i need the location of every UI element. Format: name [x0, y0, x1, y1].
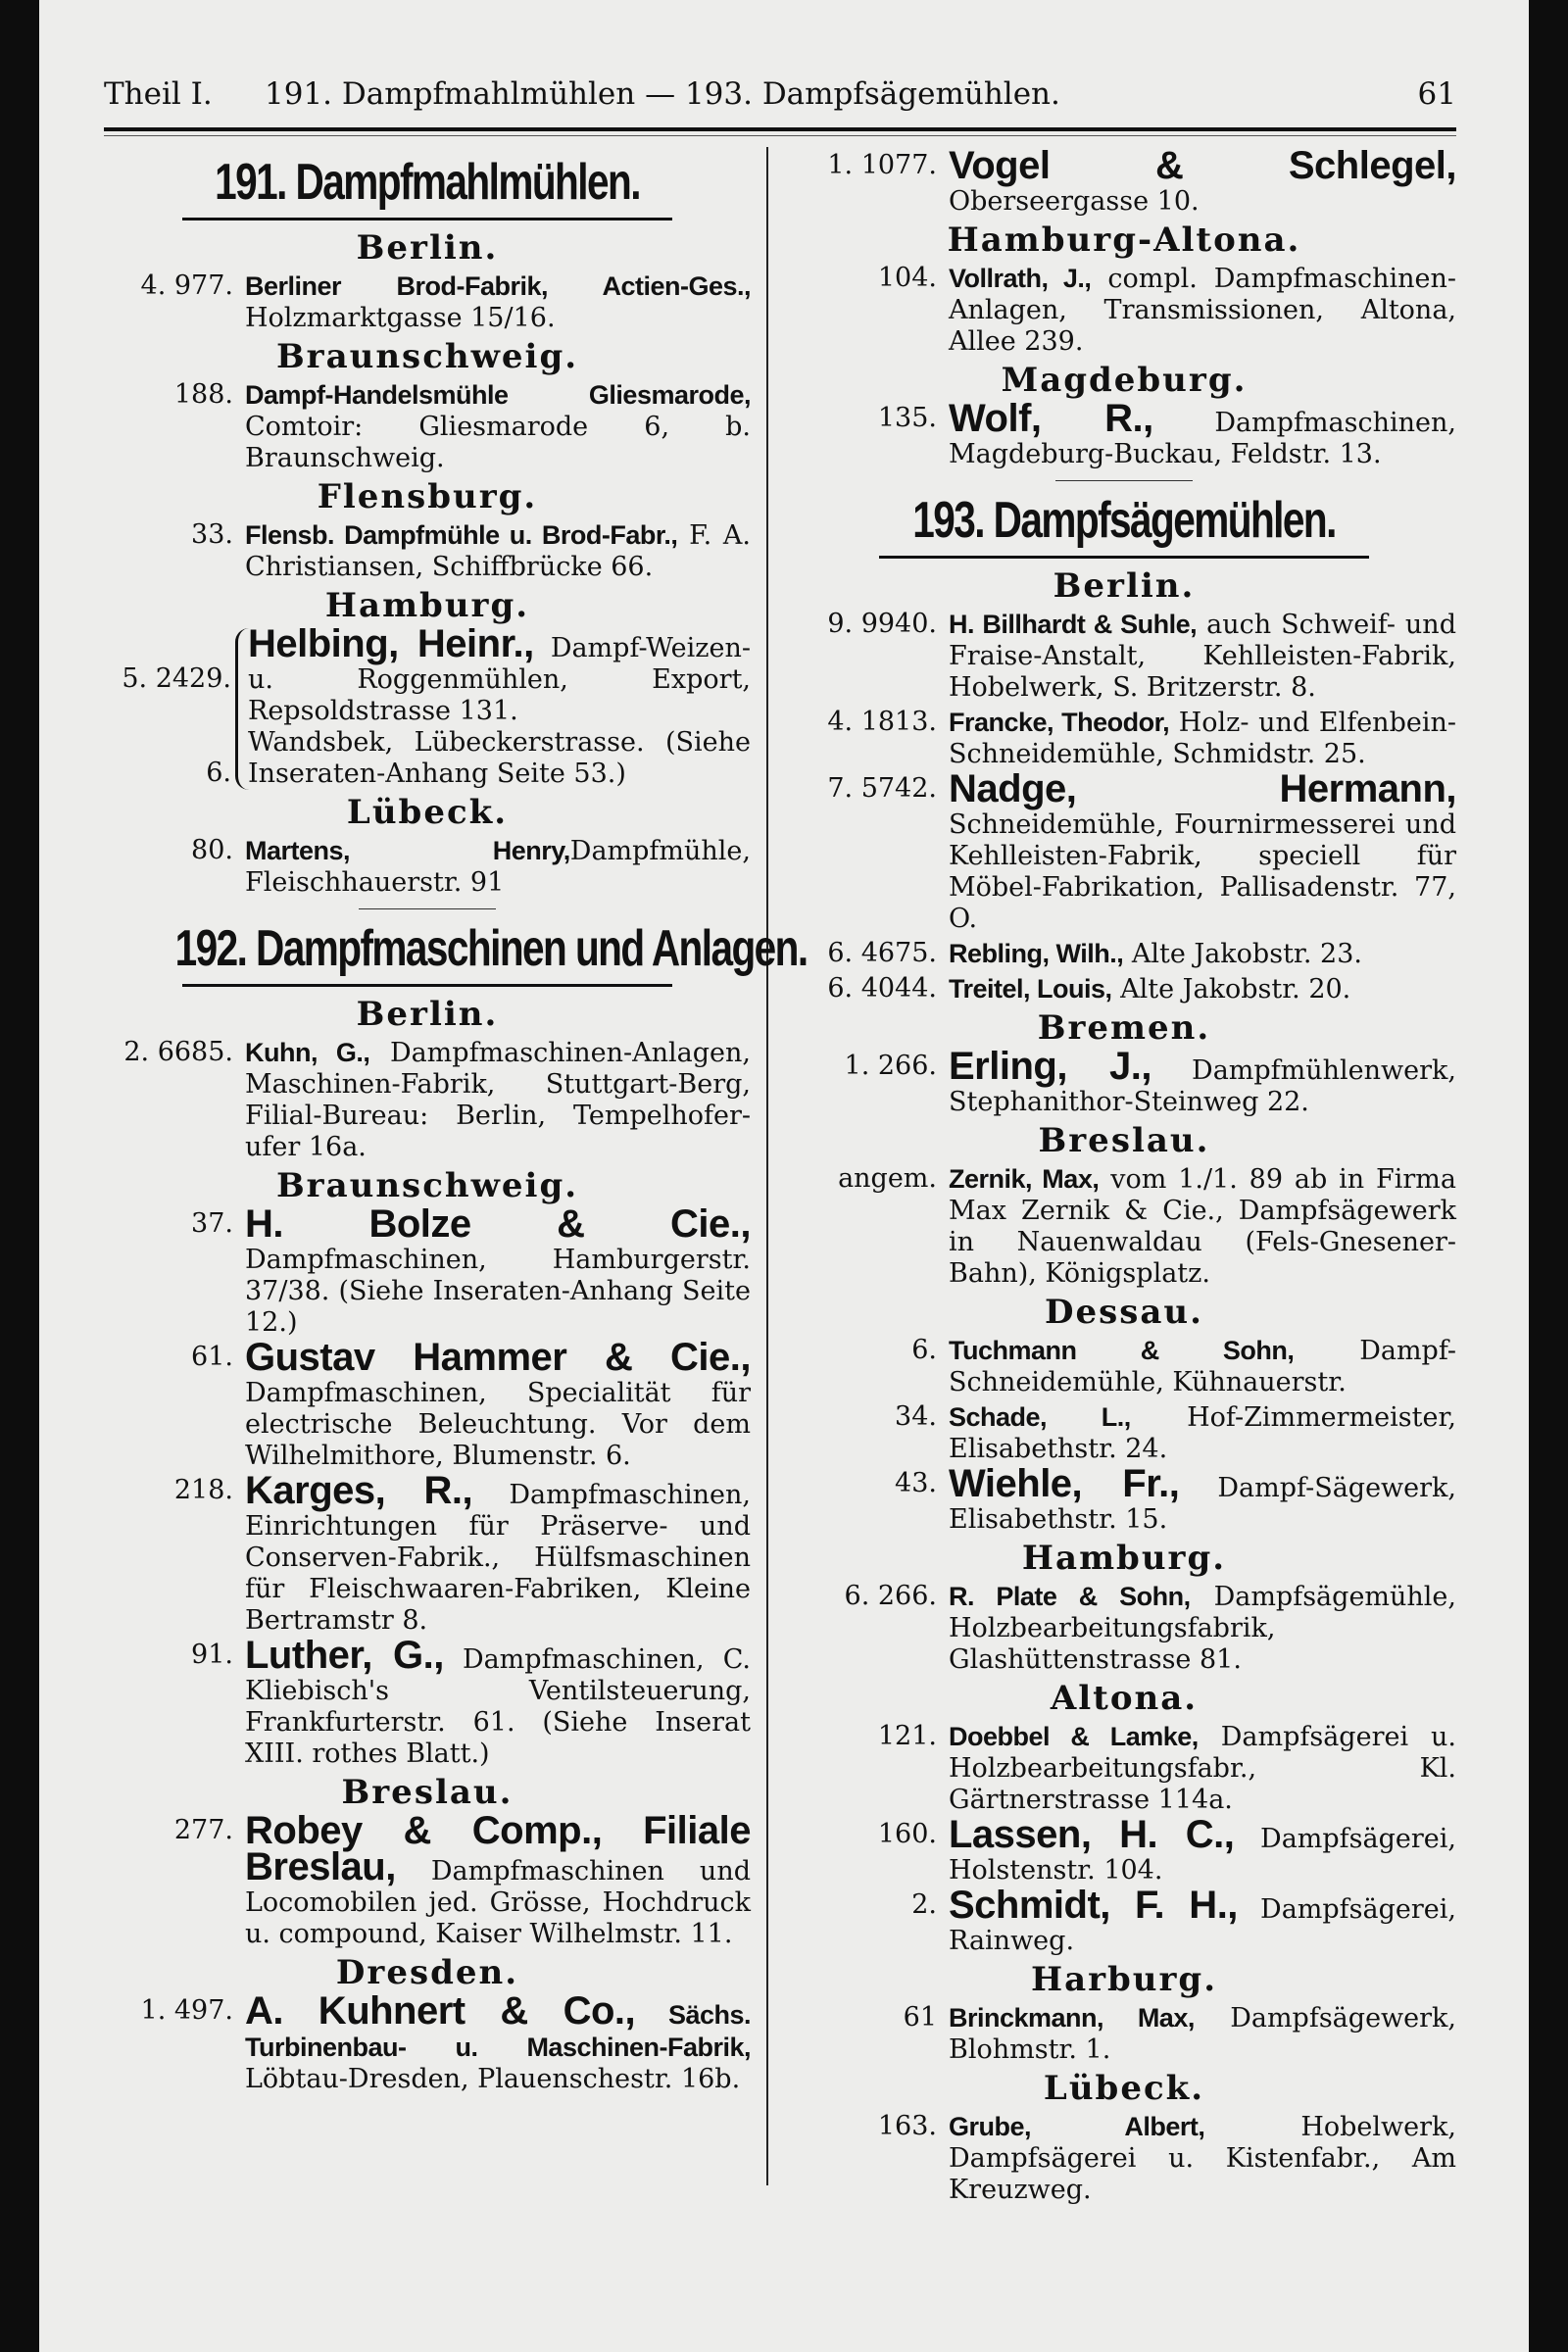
city-heading: Magdeburg. [1001, 361, 1248, 400]
entry-number: 121. [877, 1721, 937, 1751]
left-column [104, 147, 808, 2098]
entry-text: Dampfmaschinen und Locomobilen jed. Grösse, Hochdruck u. compound, Kaiser Wilhelmstr. 11. [245, 1856, 751, 1949]
entry-text: Alte Jakobstr. 20. [1120, 974, 1351, 1004]
entry-numbers [104, 628, 235, 790]
directory-entry [104, 1809, 751, 1950]
entry-name: A. Kuhnert & Co., [245, 1989, 636, 2033]
directory-entry [792, 144, 1456, 218]
entry-text: Löbtau-Dresden, Plauenschestr. 16b. [245, 2064, 741, 2094]
entry-text: Dampfsägerei, Rainweg. [949, 1894, 1456, 1956]
city-heading: Braunschweig. [275, 1166, 579, 1205]
entry-text: Hof-Zimmermeister, Elisabethstr. 24. [949, 1402, 1456, 1464]
bracket-body [235, 622, 751, 790]
entry-name: Erling, J., [949, 1045, 1152, 1088]
entry-number: 80. [191, 835, 233, 865]
entry-text: vom 1./1. 89 ab in Firma Max Zernik & Cie., Dampfsägewerk in Nauenwaldau (Fels-Gnesener-Bahn), Königsplatz. [949, 1164, 1456, 1289]
entry-number: 34. [895, 1401, 937, 1432]
entry-number: 160. [877, 1819, 937, 1849]
entry-name: Dampf-Handelsmühle Gliesmarode, [245, 380, 751, 410]
entry-name: H. Billhardt & Suhle, [949, 610, 1198, 639]
entry-text: Dampfsägerei, Holstenstr. 104. [949, 1824, 1456, 1886]
entry-number: angem. [838, 1163, 937, 1194]
entry-text: Dampfmühle, Fleischhauerstr. 91 [245, 836, 751, 898]
header-rule-thin [104, 135, 1456, 136]
entry-number: 6. 4044. [827, 973, 937, 1004]
part-label: Theil I. [104, 76, 213, 112]
entry-name: Francke, Theodor, [949, 708, 1170, 737]
entry-name: Grube, Albert, [949, 2112, 1205, 2141]
entry-text: Holz- und Elfenbein-Schneidemühle, Schmidstr. 25. [949, 708, 1456, 769]
entry-number: 37. [191, 1208, 233, 1239]
page-number: 61 [1417, 76, 1456, 112]
directory-entry [104, 1037, 751, 1163]
directory-entry [792, 2002, 1456, 2066]
entry-number: 6. 266. [844, 1581, 937, 1611]
entry-name: Gustav Hammer & Cie., [245, 1336, 751, 1379]
section-separator [1055, 480, 1193, 481]
section-rule [879, 556, 1369, 559]
city-heading: Breslau. [1038, 1121, 1210, 1160]
directory-entry [792, 1462, 1456, 1536]
entry-name: Lassen, H. C., [949, 1813, 1235, 1856]
entry-number: 33. [191, 519, 233, 550]
entry-number: 104. [877, 263, 937, 293]
directory-entry [792, 707, 1456, 770]
section-title-191: 191. Dampfmahlmühlen. [215, 154, 640, 211]
directory-entry [104, 1469, 751, 1637]
directory-entry [792, 2111, 1456, 2206]
directory-entry [792, 767, 1456, 935]
entry-number: 135. [877, 403, 937, 433]
directory-entry [792, 263, 1456, 358]
entry-number: 6. [206, 758, 231, 788]
city-heading: Breslau. [341, 1773, 514, 1812]
entry-name: Nadge, Hermann, [949, 767, 1456, 810]
entry-number: 4. 1813. [827, 707, 937, 737]
entry-name: Vogel & Schlegel, [949, 144, 1456, 187]
entry-text: Holzmarktgasse 15/16. [245, 303, 556, 333]
running-head-title: 191. Dampfmahlmühlen — 193. Dampfsägemühlen. [265, 76, 1060, 112]
entry-text: Dampfsägemühle, Holzbearbeitungsfabrik, Glashüttenstrasse 81. [949, 1582, 1456, 1675]
entry-text: Hobelwerk, Dampfsägerei u. Kistenfabr., Am Kreuzweg. [949, 2112, 1456, 2205]
entry-name: Rebling, Wilh., [949, 939, 1124, 968]
entry-text: Schneidemühle, Fournirmesserei und Kehlleisten-Fabrik, speciell für Möbel-Fabrikation, Pallisadenstr. 77, O. [949, 809, 1456, 934]
entry-number: 277. [173, 1815, 233, 1845]
directory-entry [792, 1163, 1456, 1290]
directory-entry [104, 1634, 751, 1770]
city-heading: Flensburg. [317, 477, 538, 516]
city-heading: Bremen. [1037, 1008, 1211, 1048]
entry-name: Flensb. Dampfmühle u. Brod-Fabr., [245, 520, 678, 550]
entry-text: auch Schweif- und Fraise-Anstalt, Kehlleisten-Fabrik, Hobelwerk, S. Britzerstr. 8. [949, 610, 1456, 703]
entry-name: H. Bolze & Cie., [245, 1202, 751, 1246]
section-separator [359, 908, 496, 909]
city-heading: Hamburg. [1021, 1539, 1227, 1578]
entry-text: Dampf-Schneidemühle, Kühnauerstr. [949, 1336, 1456, 1397]
entry-text: Dampfmühlenwerk, Stephanithor-Steinweg 22. [949, 1055, 1456, 1117]
entry-text: Dampfmaschinen, Magdeburg-Buckau, Feldstr. 13. [949, 408, 1456, 469]
entry-text: Dampfmaschinen, Einrichtungen für Präserve- und Conserven-Fabrik., Hülfsmaschinen für Fleischwaaren-Fabriken, Kleine Bertramstr 8. [245, 1480, 751, 1636]
entry-text: Dampf-Weizen- u. Roggenmühlen, Export, Repsoldstrasse 131. [248, 633, 751, 726]
directory-entry [792, 1813, 1456, 1886]
city-heading: Berlin. [356, 995, 499, 1034]
entry-text: Comtoir: Gliesmarode 6, b. Braunschweig. [245, 412, 751, 473]
city-heading: Altona. [1050, 1679, 1199, 1718]
entry-name: Schade, L., [949, 1402, 1131, 1432]
entry-name: Wiehle, Fr., [949, 1462, 1180, 1505]
entry-name: R. Plate & Sohn, [949, 1582, 1191, 1611]
entry-name: Doebbel & Lamke, [949, 1722, 1199, 1751]
directory-entry [792, 973, 1456, 1005]
entry-number: 91. [191, 1640, 233, 1670]
entry-name: Martens, Henry, [245, 836, 570, 865]
directory-entry [104, 270, 751, 334]
entry-number: 218. [173, 1475, 233, 1505]
entry-name: Brinckmann, Max, [949, 2003, 1195, 2033]
section-title-192: 192. Dampfmaschinen und Anlagen. [174, 920, 808, 977]
directory-entry [104, 1989, 751, 2095]
entry-text: Dampfmaschinen, Specialität für electrische Beleuchtung. Vor dem Wilhelmithore, Blumenstr. 6. [245, 1378, 751, 1471]
entry-text: compl. Dampfmaschinen-Anlagen, Transmissionen, Altona, Allee 239. [949, 264, 1456, 357]
entry-text: Dampfmaschinen, C. Kliebisch's Ventilsteuerung, Frankfurterstr. 61. (Siehe Inserat XIII. rothes Blatt.) [245, 1644, 751, 1769]
city-heading: Lübeck. [346, 793, 509, 832]
bracketed-entry [104, 622, 751, 790]
entry-text: Dampfsägerei u. Holzbearbeitungsfabr., Kl. Gärtnerstrasse 114a. [949, 1722, 1457, 1815]
entry-name: Luther, G., [245, 1634, 444, 1677]
entry-number: 1. 266. [844, 1051, 937, 1081]
city-heading: Braunschweig. [275, 337, 579, 376]
directory-entry [104, 835, 751, 899]
city-heading: Lübeck. [1043, 2069, 1205, 2108]
column-divider [766, 147, 768, 2185]
entry-name: Robey & Comp., Filiale Breslau, [245, 1809, 751, 1888]
directory-entry [104, 519, 751, 583]
entry-name: Schmidt, F. H., [949, 1884, 1238, 1927]
entry-text: Dampfmaschinen, Hamburgerstr. 37/38. (Siehe Inseraten-Anhang Seite 12.) [245, 1245, 751, 1338]
entry-number: 4. 977. [140, 270, 233, 301]
directory-entry [792, 1045, 1456, 1118]
right-column [792, 144, 1457, 2209]
directory-entry [792, 397, 1456, 470]
city-heading: Dresden. [335, 1953, 519, 1992]
directory-entry [792, 609, 1456, 704]
entry-name-sub: Sächs. Turbinenbau- u. Maschinen-Fabrik, [245, 2000, 751, 2062]
entry-text: Dampf-Sägewerk, Elisabethstr. 15. [949, 1473, 1456, 1535]
directory-entry [792, 1335, 1456, 1398]
entry-text: Dampfsägewerk, Blohmstr. 1. [949, 2003, 1456, 2065]
entry-text: Wandsbek, Lübeckerstrasse. (Siehe Inseraten-Anhang Seite 53.) [248, 727, 751, 789]
directory-entry [792, 1401, 1456, 1465]
entry-name: Kuhn, G., [245, 1038, 370, 1067]
entry-number: 9. 9940. [827, 609, 937, 639]
entry-number: 163. [877, 2111, 937, 2141]
city-heading: Hamburg-Altona. [947, 220, 1301, 260]
entry-number: 1. 1077. [827, 150, 937, 180]
entry-number: 7. 5742. [827, 773, 937, 804]
entry-number: 61. [191, 1342, 233, 1372]
city-heading: Hamburg. [324, 586, 530, 625]
entry-number: 6. [911, 1335, 937, 1365]
entry-text: Oberseergasse 10. [949, 186, 1200, 217]
running-head [104, 76, 1456, 125]
entry-text: Alte Jakobstr. 23. [1131, 939, 1362, 969]
city-heading: Harburg. [1030, 1960, 1218, 1999]
entry-number: 43. [895, 1468, 937, 1498]
entry-name: Zernik, Max, [949, 1164, 1100, 1194]
entry-number: 188. [173, 379, 233, 410]
entry-number: 5. 2429. [122, 663, 231, 694]
city-heading: Berlin. [1053, 566, 1196, 606]
entry-name: Berliner Brod-Fabrik, Actien-Ges., [245, 271, 751, 301]
directory-entry [104, 1336, 751, 1472]
entry-number: 6. 4675. [827, 938, 937, 968]
entry-name: Tuchmann & Sohn, [949, 1336, 1295, 1365]
directory-entry [792, 1884, 1456, 1957]
city-heading: Berlin. [356, 228, 499, 268]
city-heading: Dessau. [1045, 1293, 1203, 1332]
section-title-193: 193. Dampfsägemühlen. [912, 492, 1336, 549]
entry-name: Wolf, R., [949, 397, 1153, 440]
entry-name: Karges, R., [245, 1469, 473, 1512]
entry-name: Vollrath, J., [949, 264, 1092, 293]
entry-name: Treitel, Louis, [949, 974, 1112, 1004]
directory-entry [104, 379, 751, 474]
entry-number: 1. 497. [140, 1995, 233, 2026]
directory-entry [792, 1581, 1456, 1676]
section-rule [182, 218, 672, 220]
directory-entry [792, 938, 1456, 970]
directory-entry [792, 1721, 1456, 1816]
entry-number: 2. [911, 1889, 937, 1920]
entry-text: F. A. Christiansen, Schiffbrücke 66. [245, 520, 751, 582]
entry-name: Helbing, Heinr., [248, 622, 534, 665]
entry-number: 61 [903, 2002, 937, 2033]
entry-number: 2. 6685. [123, 1037, 233, 1067]
directory-entry [104, 1202, 751, 1339]
section-rule [182, 984, 672, 987]
directory-page [39, 0, 1529, 2352]
header-rule [104, 127, 1456, 131]
entry-text: Dampfmaschinen-Anlagen, Maschinen-Fabrik, Stuttgart-Berg, Filial-Bureau: Berlin, Tempelhofer-ufer 16a. [245, 1038, 751, 1162]
